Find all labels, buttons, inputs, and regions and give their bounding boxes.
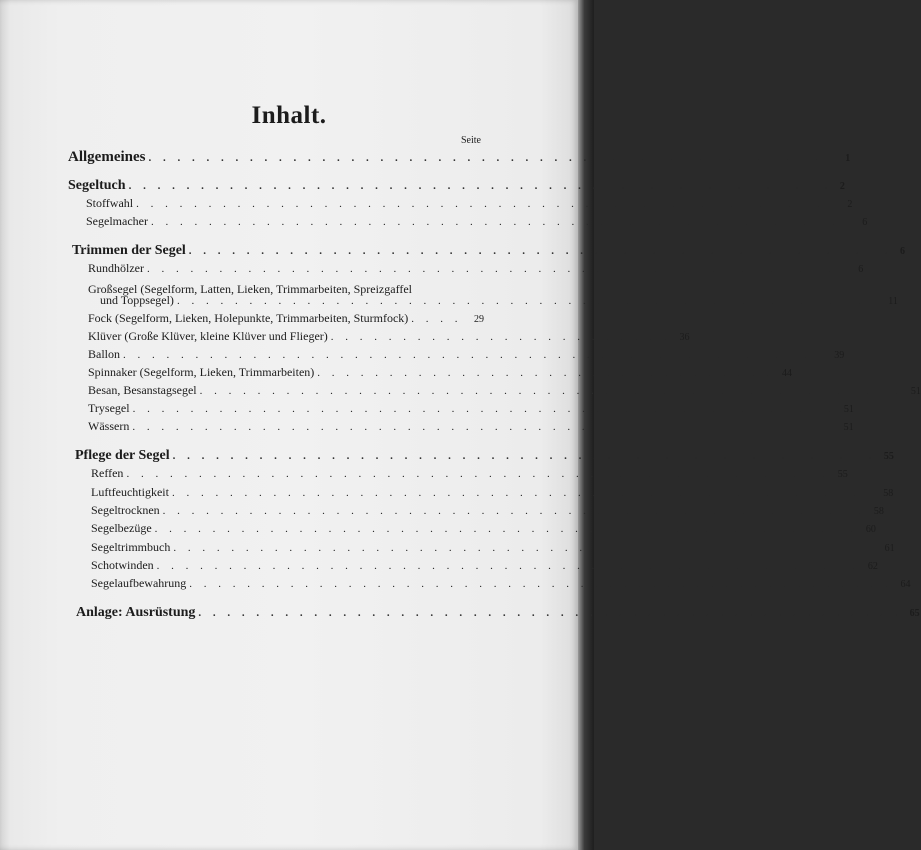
toc-leader-dots: . . . . . . . . . . . . . . . . . . . . . . . . . . . . . . . . . . . . . . . . . . . . . . . . .	[188, 245, 893, 257]
toc-page-number: 6	[862, 217, 868, 228]
toc-entry-label: Reffen	[91, 466, 124, 480]
toc-page-number: 62	[867, 561, 878, 572]
toc-page-number: 1	[845, 153, 851, 164]
toc-entry-label: Luftfeuchtigkeit	[91, 485, 169, 499]
toc-leader-dots: . . . . . . . . . . . . . . . . . . . . . . . . . . . . . . . . . . . . . . . . . . . . . . . . .	[154, 523, 858, 535]
toc-entry-label: Segelbezüge	[91, 521, 152, 535]
toc-leader-dots: . . . . . . . . . . . . . . . . . . . . . . . .	[330, 331, 672, 343]
toc-leader-dots: . . . . . . . . . . . . . . . . . . . . . . . . . . . . . . . . . . . . . . . . . . . . . . . . .	[128, 180, 832, 192]
toc-leader-dots: . . . . . . . . . . . . . . . . . . . . . . . . . . . . . . . . . . . . . . . . . . . . . . . . .	[199, 385, 903, 397]
toc-entry-label: Pflege der Segel	[75, 448, 170, 463]
page-column-header: Seite	[461, 135, 481, 146]
toc-leader-dots: . . . . . . . . . . . . . . . . . . . . . . . . . . . . . . . . . . . . . . . . . . . . . . . . .	[150, 216, 855, 228]
toc-entry-label: Segeltrimmbuch	[91, 540, 171, 554]
toc-page-number: 2	[839, 181, 845, 192]
toc-entry	[88, 311, 484, 329]
toc-page-number: 58	[873, 506, 884, 517]
toc-leader-dots: . . . .	[411, 313, 463, 325]
toc-leader-dots: . . . . . . . . . . . . . . . . . . . . . . . . . . . . . . . . . . . . . . . . . . . . . . . .	[148, 152, 838, 164]
toc-page-number: 55	[883, 451, 894, 462]
toc-entry-label: Fock (Segelform, Lieken, Holepunkte, Trimmarbeiten, Sturmfock)	[88, 311, 409, 325]
toc-leader-dots: . . . . . . . . . . . . . . . . . . . . . . . . . . . . . . . . . . . . . . . . . . . . . . . . .	[173, 542, 877, 554]
toc-leader-dots: . . . . . . . . . . . . . . . . . . . . . . . . . . . . . . . . . . . . . . . . . . . . . . . . .	[132, 403, 836, 415]
toc-entry	[91, 521, 876, 539]
toc-page-number: 55	[837, 469, 848, 480]
toc-leader-dots: . . . . . . . . . . . . . . . . . . . . . . . . . . . . . . . . . . . . . . . . . . . . . . . . .	[126, 468, 830, 480]
toc-leader-dots: . . . . . . . . . . . . . . . . . . . . . . . . . . . . . . . . . . . . . . . . . . . . . . . . .	[198, 607, 902, 619]
toc-leader-dots: . . . . . . . . . . . . . . . . . . . . . . . . . . . . . . . . . . . . . . . . . . . . . . . . .	[176, 295, 881, 307]
toc-leader-dots: . . . . . . . . . . . . . . . . . . . . . . . . . . . . . . . . . . . . . . . . . . . . . . . . .	[189, 578, 893, 590]
toc-page-number: 44	[782, 368, 793, 379]
toc-entry	[76, 605, 920, 623]
toc-leader-dots: . . . . . . . . . . . . . . . . . . . . . . . . . . . . . . . . . . . . . . . . . . . . . . . . .	[123, 349, 827, 361]
toc-entry	[88, 401, 854, 419]
toc-leader-dots: . . . . . . . . . . . . . . . . . . . . . . . . . . . . . . . . . . . . . . . . . . . . . . . . .	[147, 263, 851, 275]
toc-entry-label: Stoffwahl	[86, 196, 134, 210]
toc-entry	[88, 347, 845, 365]
toc-entry	[88, 329, 690, 347]
toc-page-number: 51	[843, 422, 854, 433]
toc-entry	[88, 261, 864, 279]
toc-entry-label: Allgemeines	[68, 149, 146, 165]
toc-entry-label: Segelmacher	[86, 214, 148, 228]
toc-entry	[91, 466, 848, 484]
toc-entry	[86, 196, 853, 214]
toc-page-number: 51	[910, 386, 921, 397]
toc-entry-label-line1: Großsegel (Segelform, Latten, Lieken, Trimmarbeiten, Spreizgaffel	[88, 282, 413, 296]
toc-leader-dots: . . . . . . . . . . . . . . . . . . . . . . . . . . . . . . . .	[317, 367, 775, 379]
toc-entry	[88, 383, 921, 401]
toc-entry	[91, 503, 884, 521]
toc-page-number: 64	[900, 579, 911, 590]
toc-entry	[88, 365, 793, 383]
toc-page-number: 6	[858, 264, 864, 275]
toc-page-number: 58	[883, 488, 894, 499]
toc-entry	[91, 576, 911, 594]
page-title: Inhalt.	[251, 102, 327, 129]
toc-page-number: 60	[865, 524, 876, 535]
toc-entry-label: Anlage: Ausrüstung	[76, 605, 196, 620]
toc-entry	[91, 540, 895, 558]
toc-leader-dots: . . . . . . . . . . . . . . . . . . . . . . . . . . . . . . . . . . . . . . . . . . . . . . . . .	[171, 487, 876, 499]
toc-entry-label: Trysegel	[88, 401, 130, 415]
toc-entry	[100, 293, 898, 311]
toc-entry-label: Trimmen der Segel	[72, 243, 186, 258]
toc-page-number: 39	[834, 350, 845, 361]
toc-entry	[68, 149, 851, 167]
toc-entry-label: Klüver (Große Klüver, kleine Klüver und Flieger)	[88, 329, 328, 343]
toc-page-number: 6	[900, 246, 906, 257]
toc-entry	[86, 214, 868, 232]
toc-entry-label: Segeltrocknen	[91, 503, 160, 517]
toc-entry	[91, 558, 878, 576]
toc-page-number: 2	[847, 199, 853, 210]
toc-entry	[72, 243, 906, 261]
toc-entry-label: Segeltuch	[68, 178, 126, 193]
toc-page-number: 29	[474, 314, 484, 325]
toc-entry-label: Spinnaker (Segelform, Lieken, Trimmarbeiten)	[88, 365, 315, 379]
toc-leader-dots: . . . . . . . . . . . . . . . . . . . . . . . . . . . . . . . . . . . . . . . . . . . . . . . . .	[162, 505, 866, 517]
toc-page-number: 51	[843, 404, 854, 415]
toc-entry-label: Segelaufbewahrung	[91, 576, 187, 590]
toc-page-number: 61	[884, 543, 895, 554]
toc-page-number: 36	[679, 332, 690, 343]
toc-entry-label: Ballon	[88, 347, 120, 361]
toc-entry	[91, 485, 894, 503]
toc-leader-dots: . . . . . . . . . . . . . . . . . . . . . . . . . . . . . . . . . . . . . . . . . . . . . . . . .	[136, 198, 840, 210]
toc-entry-label: und Toppsegel)	[100, 293, 174, 307]
toc-entry	[88, 419, 854, 437]
toc-entry-label: Besan, Besanstagsegel	[88, 383, 197, 397]
toc-entry-label: Rundhölzer	[88, 261, 144, 275]
toc-entry	[75, 448, 894, 466]
toc-entry-label: Wässern	[88, 419, 130, 433]
toc-entry	[68, 178, 845, 196]
toc-page-number: 11	[888, 296, 898, 307]
toc-page-number: 65	[909, 608, 920, 619]
toc-leader-dots: . . . . . . . . . . . . . . . . . . . . . . . . . . . . . . . . . . . . . . . . . . . . . . . . .	[156, 560, 860, 572]
toc-leader-dots: . . . . . . . . . . . . . . . . . . . . . . . . . . . . . . . . . . . . . . . . . . . . . . . . .	[172, 450, 876, 462]
toc-entry-label: Schotwinden	[91, 558, 154, 572]
toc-leader-dots: . . . . . . . . . . . . . . . . . . . . . . . . . . . . . . . . . . . . . . . . . . . . . . . . .	[132, 421, 836, 433]
